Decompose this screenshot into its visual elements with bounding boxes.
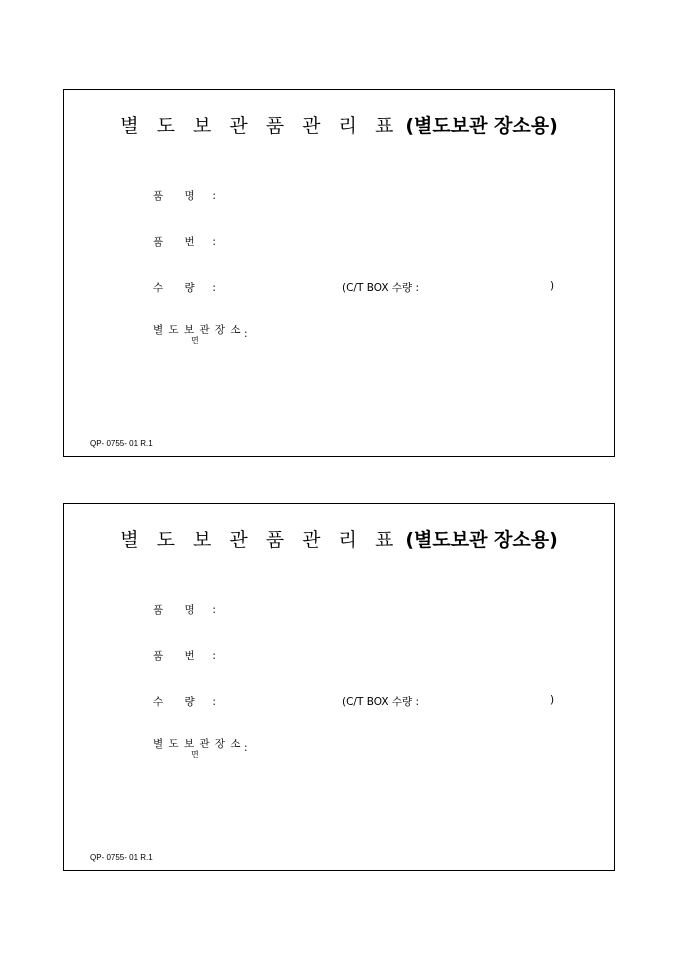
item-name-row (153, 188, 216, 203)
form-title (64, 525, 614, 552)
item-name-row (153, 602, 216, 617)
item-no-colon: : (212, 650, 216, 662)
qty-colon: : (212, 282, 216, 294)
form-title (64, 111, 614, 138)
qty-row (153, 694, 216, 709)
ct-box-close: ) (550, 694, 555, 706)
location-colon: : (244, 328, 248, 340)
form-title-sub: (별도보관 장소용) (405, 529, 558, 551)
qty-label: 수 량 (153, 696, 195, 708)
ct-box-label: (C/T BOX 수량 : (342, 696, 420, 708)
doc-code: QP- 0755- 01 R.1 (90, 853, 153, 862)
item-name-colon: : (212, 604, 216, 616)
qty-row (153, 280, 216, 295)
doc-code: QP- 0755- 01 R.1 (90, 439, 153, 448)
location-colon: : (244, 742, 248, 754)
item-name-label: 품 명 (153, 190, 195, 202)
storage-form-2 (63, 503, 615, 871)
item-no-row (153, 234, 216, 249)
item-name-colon: : (212, 190, 216, 202)
form-title-main: 별 도 보 관 품 관 리 표 (120, 529, 400, 551)
item-name-label: 품 명 (153, 604, 195, 616)
form-title-main: 별 도 보 관 품 관 리 표 (120, 115, 400, 137)
location-sub: 면 (191, 336, 199, 345)
ct-box-label: (C/T BOX 수량 : (342, 282, 420, 294)
form-title-sub: (별도보관 장소용) (405, 115, 558, 137)
item-no-row (153, 648, 216, 663)
location-label: 별 도 보 관 장 소 (153, 324, 242, 336)
location-label: 별 도 보 관 장 소 (153, 738, 242, 750)
item-no-label: 품 번 (153, 236, 195, 248)
item-no-colon: : (212, 236, 216, 248)
item-no-label: 품 번 (153, 650, 195, 662)
location-sub: 면 (191, 750, 199, 759)
ct-box-close: ) (550, 280, 555, 292)
qty-label: 수 량 (153, 282, 195, 294)
qty-colon: : (212, 696, 216, 708)
storage-form-1 (63, 89, 615, 457)
